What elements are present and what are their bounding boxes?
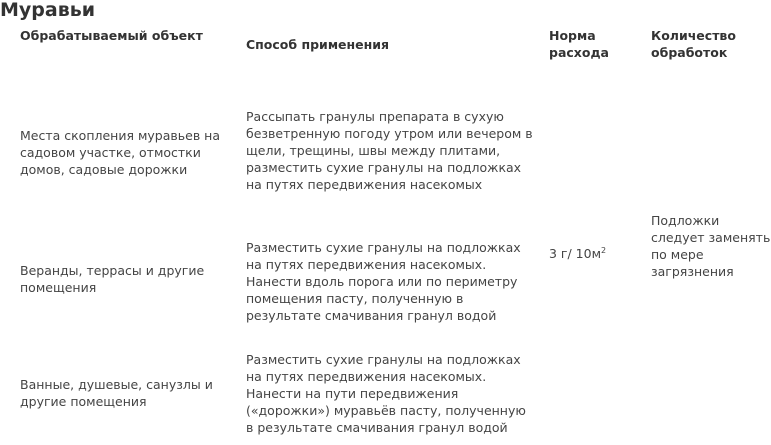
page-title: Муравьи (0, 0, 96, 21)
table-cell-method (246, 229, 536, 333)
norm-value (549, 245, 606, 262)
header-application-method: Способ применения (246, 37, 390, 52)
table-cell-object (20, 118, 230, 186)
norm-text: 3 г/ 10м (549, 246, 602, 261)
table-cell-norm (549, 245, 644, 262)
row1-method-text: Рассыпать гранулы препарата в сухую безветренную погоду утром или вечером в щели, трещины, швы между плитами, разместить сухие гранулы на подложках на путях передвижения насекомых (246, 108, 533, 192)
row1-object-text: Места скопления муравьев на садовом участке, отмостки домов, садовые дорожки (20, 127, 220, 177)
table-cell-object (20, 262, 230, 296)
table-cell-count (651, 212, 771, 280)
row3-object-text: Ванные, душевые, санузлы и другие помещения (20, 377, 213, 409)
table-cell-method (246, 341, 536, 445)
row2-object-text: Веранды, террасы и другие помещения (20, 263, 205, 295)
header-treated-object: Обрабатываемый объект (20, 28, 203, 43)
table-cell-method (246, 98, 536, 202)
count-text: Подложки следует заменять по мере загрязнения (651, 213, 771, 279)
row3-method-text: Разместить сухие гранулы на подложках на путях передвижения насекомых. Нанести на пути передвижения («дорожки») муравьёв пасту, полученную в результате смачивания гранул водой (246, 351, 526, 435)
header-consumption-rate: Норма расхода (549, 28, 609, 60)
table-cell-object (20, 376, 230, 410)
row2-method-text: Разместить сухие гранулы на подложках на путях передвижения насекомых. Нанести вдоль порога или по периметру помещения пасту, полученную в результате смачивания гранул водой (246, 239, 521, 323)
header-treatment-count: Количество обработок (651, 28, 736, 60)
norm-superscript: 2 (601, 245, 607, 255)
